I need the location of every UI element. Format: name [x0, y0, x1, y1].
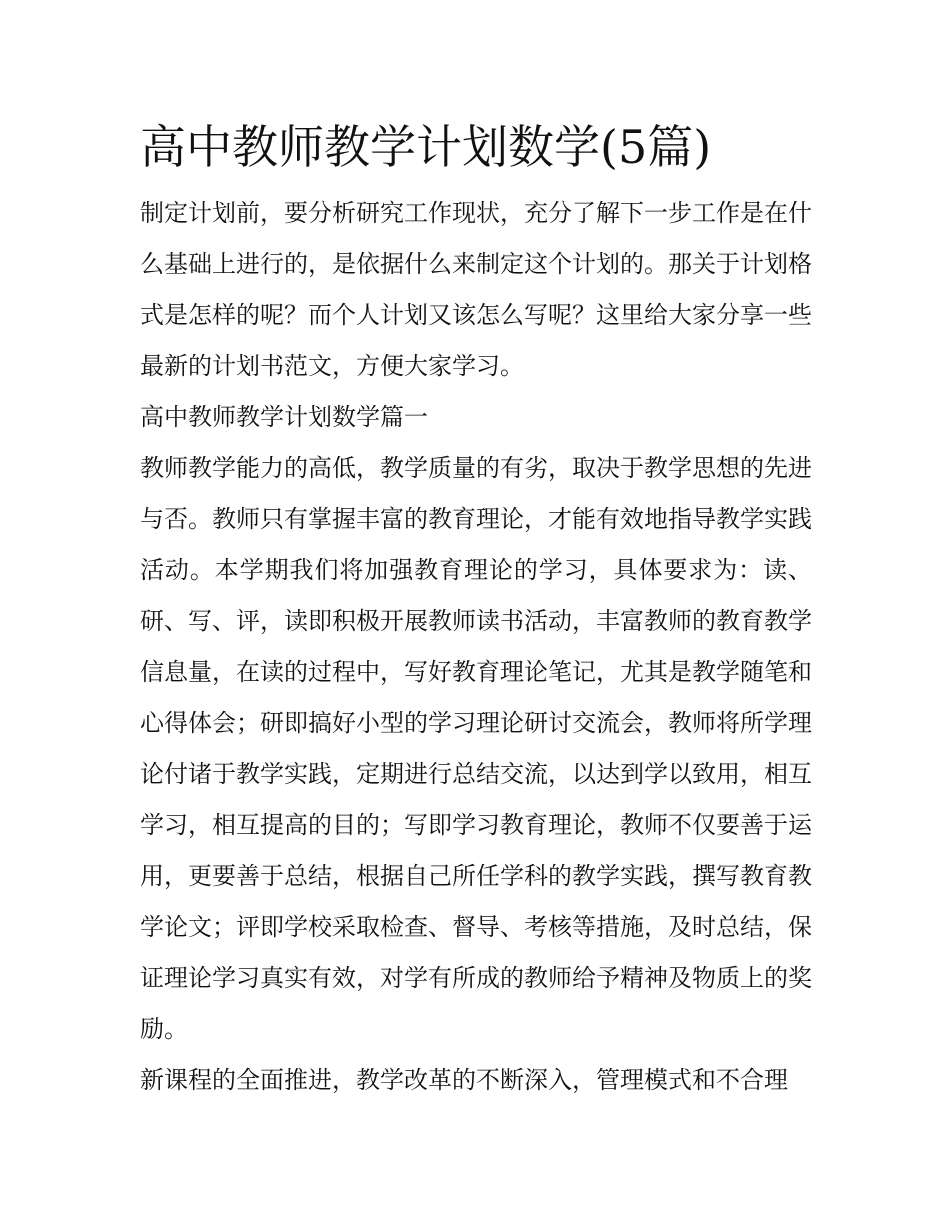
document-body [140, 112, 812, 1106]
body-paragraph-2: 新课程的全面推进，教学改革的不断深入，管理模式和不合理 [140, 1066, 788, 1094]
intro-paragraph: 制定计划前，要分析研究工作现状，充分了解下一步工作是在什么基础上进行的，是依据什么来制定这个计划的。那关于计划格式是怎样的呢？而个人计划又该怎么写呢？这里给大家分享一些最新的计划书范文，方便大家学习。 [140, 199, 812, 380]
section-heading: 高中教师教学计划数学篇一 [140, 403, 428, 431]
body-paragraph-1: 教师教学能力的高低，教学质量的有劣，取决于教学思想的先进与否。教师只有掌握丰富的教育理论，才能有效地指导教学实践活动。本学期我们将加强教育理论的学习，具体要求为：读、研、写、评，读即积极开展教师读书活动，丰富教师的教育教学信息量，在读的过程中，写好教育理论笔记，尤其是教学随笔和心得体会；研即搞好小型的学习理论研讨交流会，教师将所学理论付诸于教学实践，定期进行总结交流，以达到学以致用，相互学习，相互提高的目的；写即学习教育理论，教师不仅要善于运用，更要善于总结，根据自己所任学科的教学实践，撰写教育教学论文；评即学校采取检查、督导、考核等措施，及时总结，保证理论学习真实有效，对学有所成的教师给予精神及物质上的奖励。 [140, 454, 812, 1043]
document-title: 高中教师教学计划数学(5篇) [140, 120, 712, 174]
